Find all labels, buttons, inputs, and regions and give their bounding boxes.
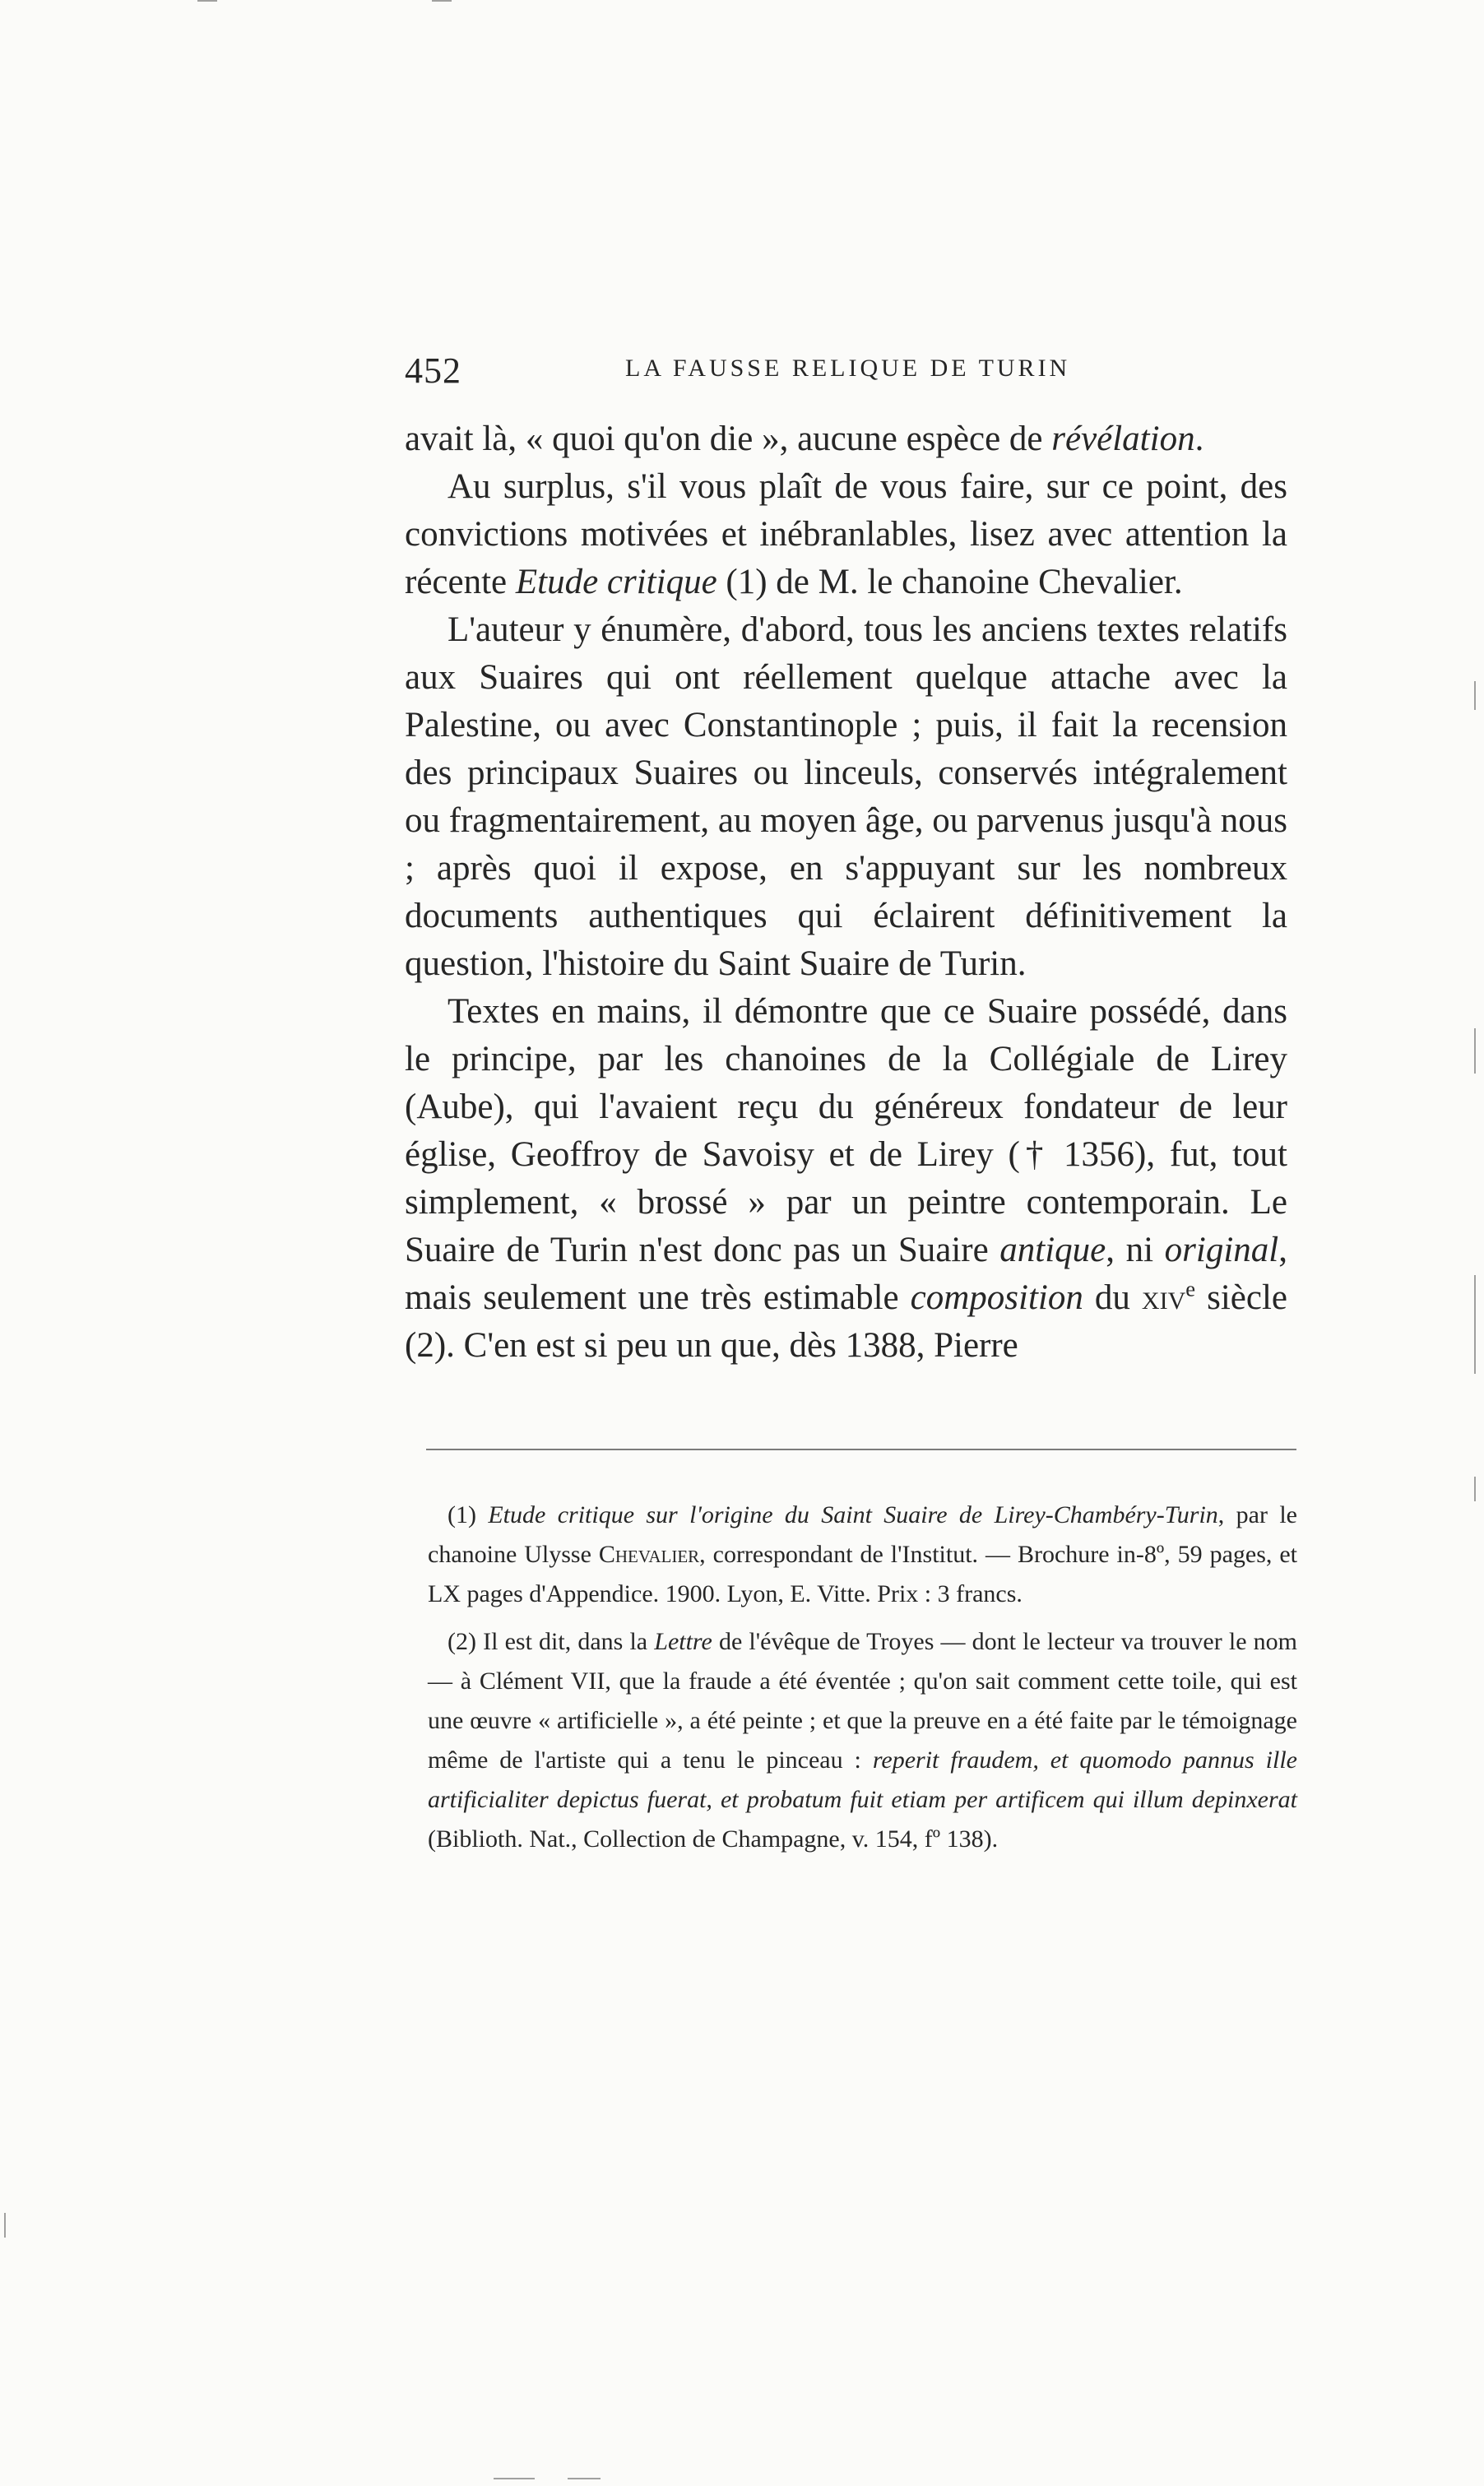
footnote-2: [428, 1622, 1297, 1859]
footnotes: [428, 1496, 1297, 1867]
scan-artifact-left: [4, 2213, 6, 2238]
century-superscript: e: [1185, 1276, 1196, 1301]
chapter-title: LA FAUSSE RELIQUE DE TURIN: [625, 355, 1071, 382]
footnote-1-italic-title: Etude critique sur l'origine du Saint Suaire de Lirey-Chambéry-Turin: [488, 1501, 1218, 1528]
scan-artifact-top-left: [197, 0, 217, 2]
paragraph-4: [405, 988, 1287, 1370]
paragraph-4-italic-original: original: [1164, 1231, 1279, 1269]
paragraph-2-italic: Etude critique: [515, 563, 717, 601]
footnote-1-marker: (1): [448, 1501, 489, 1528]
scan-artifact-right-4: [1474, 1477, 1476, 1501]
main-text: [405, 415, 1287, 1370]
scan-artifact-bottom-1: [494, 2478, 535, 2479]
scan-artifact-right-1: [1474, 681, 1476, 710]
paragraph-4-connector-1: , ni: [1106, 1231, 1165, 1269]
paragraph-4-italic-composition: composition: [910, 1278, 1083, 1317]
paragraph-1-text: avait là, « quoi qu'on die », aucune espèce de: [405, 420, 1052, 458]
scan-artifact-right-3: [1474, 1275, 1476, 1374]
footnote-2-marker: (2): [448, 1628, 484, 1655]
scan-artifact-top-right: [432, 0, 452, 2]
paragraph-4-connector-2: , mais seulement une très estimable: [405, 1231, 1287, 1317]
paragraph-4-text: Textes en mains, il démontre que ce Suaire possédé, dans le principe, par les chanoines de la Collégiale de Lirey (Aube), qui l'avaient reçu du généreux fondateur de leur église, Geoffroy de Savoisy et de Lirey († 1356), fut, tout simplement, « brossé » par un peintre contemporain. Le Suaire de Turin n'est donc pas un Suaire: [405, 992, 1287, 1269]
footnote-2-end: (Biblioth. Nat., Collection de Champagne, v. 154, fº 138).: [428, 1825, 999, 1853]
paragraph-2-end: (1) de M. le chanoine Chevalier.: [716, 563, 1183, 601]
footnote-2-latin-quote: reperit fraudem, et quomodo pannus ille artificialiter depictus fuerat, et probatum fuit etiam per artificem qui illum depinxerat: [428, 1746, 1297, 1813]
footnote-1: [428, 1496, 1297, 1614]
paragraph-4-end: siècle (2). C'en est si peu un que, dès 1388, Pierre: [405, 1278, 1288, 1365]
page-number: 452: [405, 350, 461, 391]
running-header: [405, 350, 1313, 407]
footnote-1-text: , par le chanoine Ulysse: [428, 1501, 1297, 1568]
paragraph-1-italic: révélation: [1051, 420, 1195, 458]
scan-artifact-right-2: [1474, 1028, 1476, 1074]
paragraph-1-end: .: [1194, 420, 1204, 458]
footnote-separator: [426, 1449, 1296, 1450]
footnote-2-text: Il est dit, dans la: [483, 1628, 655, 1655]
footnote-1-end: , correspondant de l'Institut. — Brochure in-8º, 59 pages, et LX pages d'Appendice. 1900. Lyon, E. Vitte. Prix : 3 francs.: [428, 1541, 1298, 1607]
paragraph-2-text: Au surplus, s'il vous plaît de vous faire, sur ce point, des convictions motivées et inébranlables, lisez avec attention la récente: [405, 467, 1287, 601]
paragraph-4-italic-antique: antique: [999, 1231, 1106, 1269]
author-surname: Chevalier: [598, 1541, 700, 1568]
footnote-2-italic-lettre: Lettre: [654, 1628, 712, 1655]
footnote-2-middle: de l'évêque de Troyes — dont le lecteur va trouver le nom — à Clément VII, que la fraude a été éventée ; qu'on sait comment cette toile, qui est une œuvre « artificielle », a été peinte ; et que la preuve en a été faite par le témoignage même de l'artiste qui a tenu le pinceau :: [428, 1628, 1297, 1774]
paragraph-2: [405, 463, 1287, 606]
paragraph-3: L'auteur y énumère, d'abord, tous les anciens textes relatifs aux Suaires qui ont réellement quelque attache avec la Palestine, ou avec Constantinople ; puis, il fait la recension des principaux Suaires ou linceuls, conservés intégralement ou fragmentairement, au moyen âge, ou parvenus jusqu'à nous ; après quoi il expose, en s'appuyant sur les nombreux documents authentiques qui éclairent définitivement la question, l'histoire du Saint Suaire de Turin.: [405, 610, 1287, 983]
paragraph-1: [405, 415, 1287, 463]
scan-artifact-bottom-2: [568, 2478, 601, 2479]
paragraph-4-connector-3: du: [1083, 1278, 1142, 1317]
century-numeral: xiv: [1141, 1278, 1186, 1317]
